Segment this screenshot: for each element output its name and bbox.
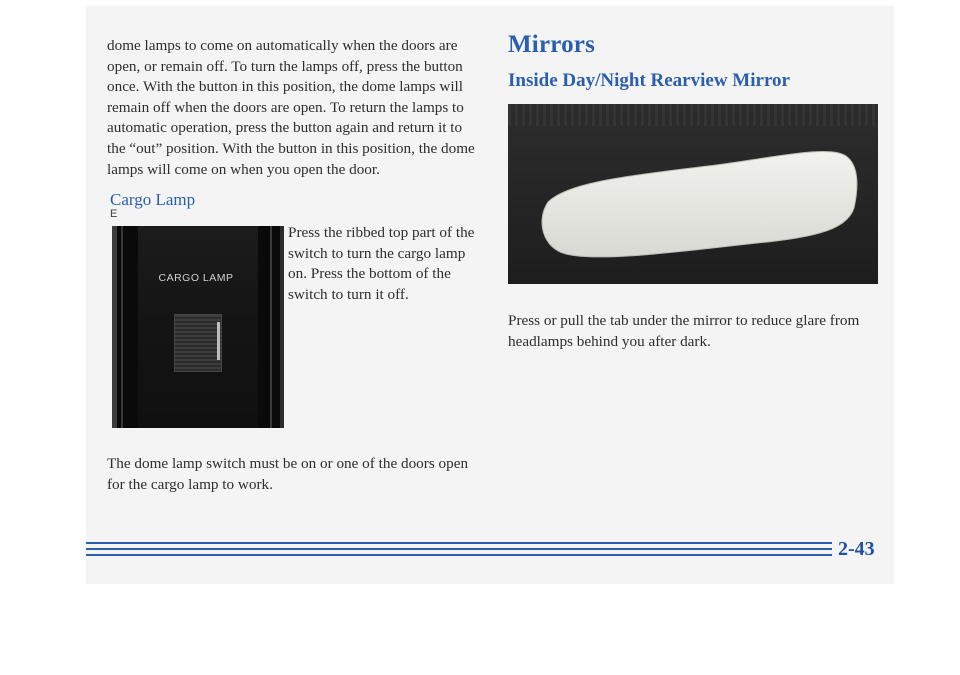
mirror-caption: Press or pull the tab under the mirror to reduce glare from headlamps behind you after dark. bbox=[508, 312, 860, 350]
cargo-note: The dome lamp switch must be on or one of the doors open for the cargo lamp to work. bbox=[107, 455, 469, 493]
cargo-lamp-photo bbox=[112, 226, 284, 428]
rearview-mirror-heading: Inside Day/Night Rearview Mirror bbox=[508, 70, 790, 91]
page-number: 2-43 bbox=[838, 538, 875, 560]
intro-paragraph: dome lamps to come on automatically when the doors are open, or remain off. To turn the lamps off, press the button once. With the button in this position, the dome lamps will remain off when the doors are open. To return the lamps to automatic operation, press the button again and return it to the “out” position. With the button in this position, the dome lamps will come on when you open the door. bbox=[107, 37, 475, 178]
mirror-glass bbox=[542, 151, 857, 256]
cargo-lamp-heading: Cargo Lamp bbox=[110, 190, 196, 209]
mirrors-heading: Mirrors bbox=[508, 31, 596, 58]
footer-rule bbox=[86, 542, 832, 544]
footer-rule bbox=[86, 548, 832, 550]
figure-mark: E bbox=[110, 208, 118, 220]
photo-label: CARGO LAMP bbox=[158, 272, 234, 284]
cargo-lamp-switch bbox=[174, 314, 222, 372]
footer-rule bbox=[86, 554, 832, 556]
cargo-instructions: Press the ribbed top part of the switch to turn the cargo lamp on. Press the bottom of the switch to turn it off. bbox=[288, 224, 475, 303]
rearview-mirror-photo bbox=[508, 104, 878, 284]
